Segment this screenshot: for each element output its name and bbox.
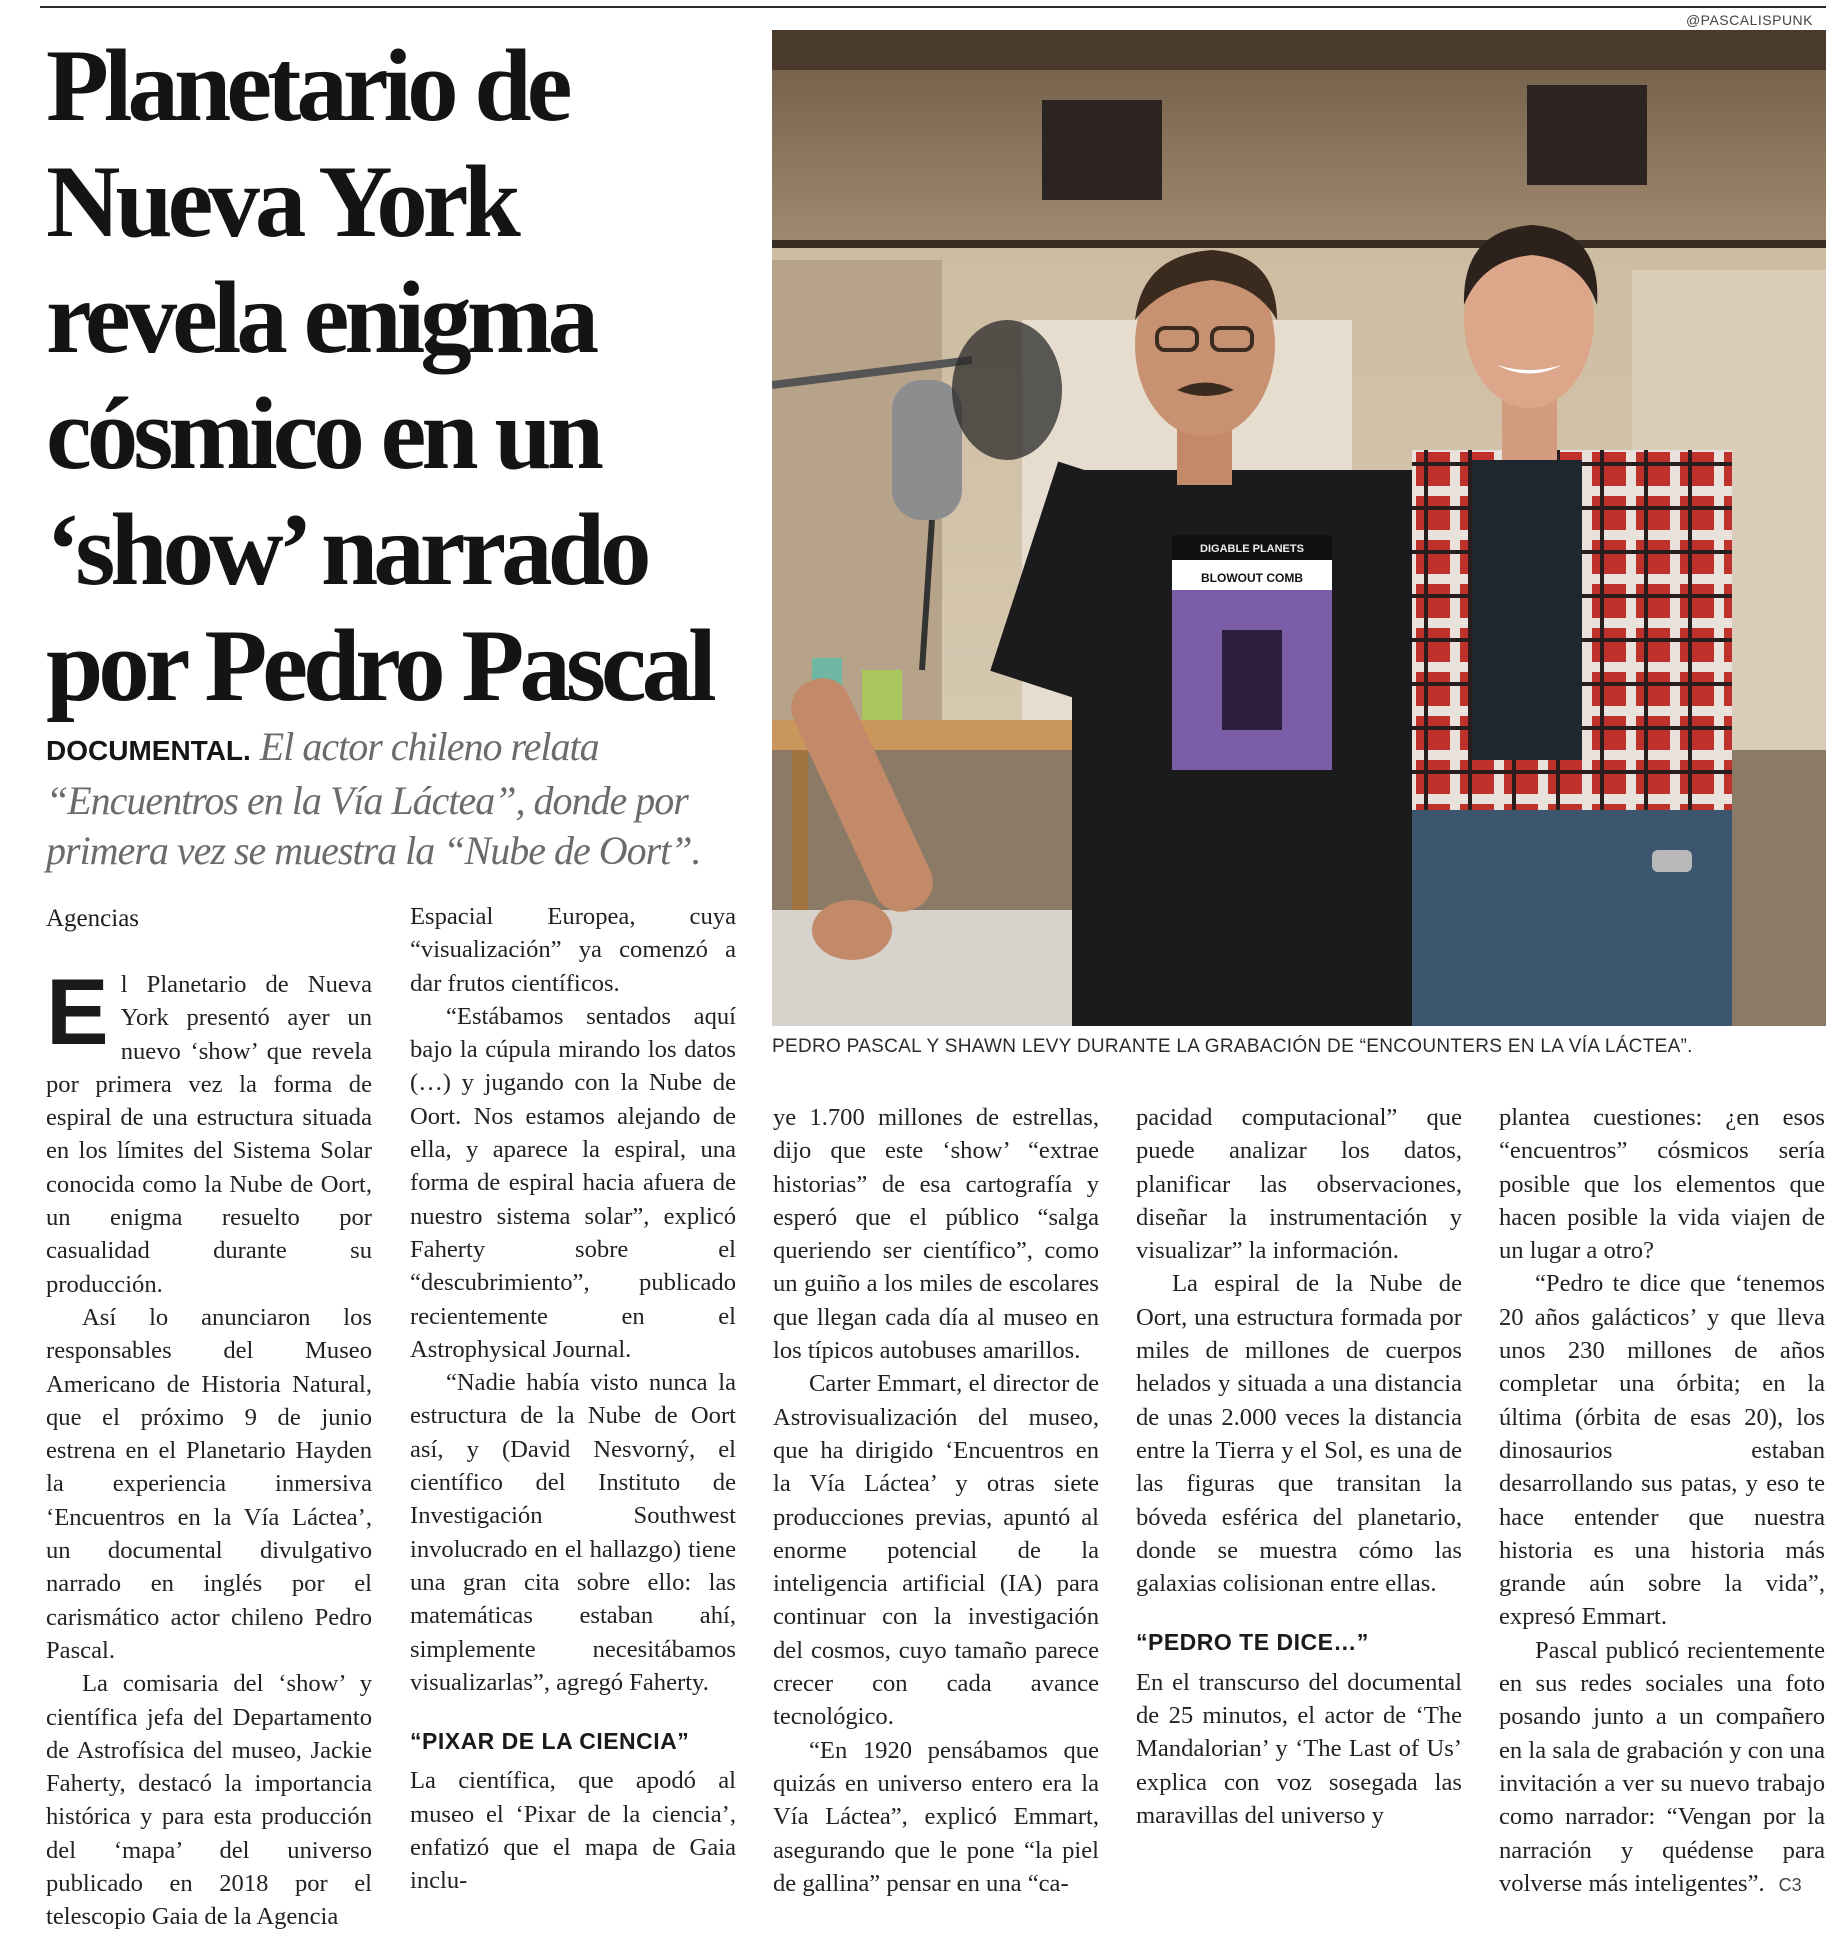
end-mark: C3 <box>1778 1874 1802 1895</box>
paragraph: Carter Emmart, el director de Astrovisualización del museo, que ha dirigido ‘Encuentros en la Vía Láctea’ y otras siete producciones previas, apuntó al enorme potencial de la inteligencia artificial (IA) para continuar con la investigación del cosmos, cuyo tamaño parece crecer con cada avance tecnológico. <box>773 1370 1099 1731</box>
article-photo <box>772 30 1826 1026</box>
article-column-3 <box>773 1101 1099 1900</box>
drop-cap: E <box>46 959 109 1064</box>
headline-line: por Pedro Pascal <box>46 609 712 723</box>
headline <box>46 28 746 724</box>
subhead: “PEDRO TE DICE…” <box>1136 1629 1369 1656</box>
shirt-text: BLOWOUT COMB <box>1201 571 1303 585</box>
paragraph <box>1499 1634 1825 1902</box>
paragraph: ye 1.700 millones de estrellas, dijo que este ‘show’ “extrae historias” de esa cartografía y esperó que el público “salga queriendo ser científico”, como un guiño a los miles de escolares que llegan cada día al museo en los típicos autobuses amarillos. <box>773 1104 1099 1365</box>
article-column-1 <box>46 959 372 1934</box>
headline-line: revela enigma <box>46 261 595 375</box>
headline-line: Nueva York <box>46 145 516 259</box>
headline-line: ‘show’ narrado <box>46 493 647 607</box>
headline-line: cósmico en un <box>46 377 599 491</box>
paragraph: Así lo anunciaron los responsables del Museo Americano de Historia Natural, que el próximo 9 de junio estrena en el Planetario Hayden la experiencia inmersiva ‘Encuentros en la Vía Láctea’, un documental divulgativo narrado en inglés por el carismático actor chileno Pedro Pascal. <box>46 1303 372 1664</box>
paragraph-text: l Planetario de Nueva York presentó ayer un nuevo ‘show’ que revela por primera vez la forma de espiral de una estructura situada en los límites del Sistema Solar conocida como la Nube de Oort, un enigma resuelto por casualidad durante su producción. <box>46 971 372 1298</box>
paragraph: La espiral de la Nube de Oort, una estructura formada por miles de millones de cuerpos helados y situada a una distancia de unas 2.000 veces la distancia entre la Tierra y el Sol, es una de las figuras que transitan la bóveda esférica del planetario, donde se muestra cómo las galaxias colisionan entre ellas. <box>1136 1270 1462 1598</box>
photo-illustration <box>772 30 1826 1026</box>
paragraph: pacidad computacional” que puede analizar los datos, planificar las observaciones, diseñar la instrumentación y visualizar” la información. <box>1136 1104 1462 1265</box>
photo-credit: @PASCALISPUNK <box>1685 12 1813 28</box>
top-rule <box>40 6 1826 8</box>
article-column-4 <box>1136 1101 1462 1832</box>
paragraph: La científica, que apodó al museo el ‘Pixar de la ciencia’, enfatizó que el mapa de Gaia inclu- <box>410 1767 736 1895</box>
paragraph: Espacial Europea, cuya “visualización” ya comenzó a dar frutos científicos. <box>410 903 736 997</box>
headline-line: Planetario de <box>46 29 568 143</box>
article-column-5 <box>1499 1101 1825 1902</box>
deck-kicker: DOCUMENTAL. <box>46 735 251 766</box>
deck-text: El actor chileno relata “Encuentros en la Vía Láctea”, donde por primera vez se muestra la “Nube de Oort”. <box>46 724 701 873</box>
paragraph: “En 1920 pensábamos que quizás en universo entero era la Vía Láctea”, explicó Emmart, asegurando que le pone “la piel de gallina” pensar en una “ca- <box>773 1736 1099 1897</box>
subhead: “PIXAR DE LA CIENCIA” <box>410 1728 690 1755</box>
paragraph-text: Pascal publicó recientemente en sus redes sociales una foto posando junto a un compañero en la sala de grabación y con una invitación a ver su nuevo trabajo como narrador: “Vengan por la narración y quédense para volverse más inteligentes”. <box>1499 1636 1825 1897</box>
paragraph: “Nadie había visto nunca la estructura de la Nube de Oort así, y (David Nesvorný, el científico del Instituto de Investigación Southwest involucrado en el hallazgo) tiene una gran cita sobre ello: las matemáticas estaban ahí, simplemente necesitábamos visualizarlas”, agregó Faherty. <box>410 1369 736 1696</box>
shirt-text: DIGABLE PLANETS <box>1200 543 1304 555</box>
paragraph: “Pedro te dice que ‘tenemos 20 años galácticos’ y que lleva unos 230 millones de años completar una órbita; en la última (órbita de esas 20), los dinosaurios estaban desarrollando sus patas, y eso te hace entender que nuestra historia es una historia más grande aún sobre la vida”, expresó Emmart. <box>1499 1270 1825 1631</box>
paragraph: “Estábamos sentados aquí bajo la cúpula mirando los datos (…) y jugando con la Nube de Oort. Nos estamos alejando de ella, y aparece la espiral, una forma de espiral hacia afuera de nuestro sistema solar”, explicó Faherty sobre el “descubrimiento”, publicado recientemente en el Astrophysical Journal. <box>410 1002 736 1363</box>
photo-caption: PEDRO PASCAL Y SHAWN LEVY DURANTE LA GRABACIÓN DE “ENCOUNTERS EN LA VÍA LÁCTEA”. <box>772 1036 1693 1057</box>
byline: Agencias <box>46 905 140 932</box>
deck <box>46 722 746 876</box>
paragraph <box>46 959 372 1301</box>
paragraph: La comisaria del ‘show’ y científica jefa del Departamento de Astrofísica del museo, Jackie Faherty, destacó la importancia histórica y para esta producción del ‘mapa’ del universo publicado en 2018 por el telescopio Gaia de la Agencia <box>46 1670 372 1931</box>
article-column-2 <box>410 900 736 1898</box>
paragraph: plantea cuestiones: ¿en esos “encuentros” cósmicos sería posible que los elementos que hacen posible la vida viajen de un lugar a otro? <box>1499 1104 1825 1265</box>
paragraph: En el transcurso del documental de 25 minutos, el actor de ‘The Mandalorian’ y ‘The Last of Us’ explica con voz sosegada las maravillas del universo y <box>1136 1668 1462 1829</box>
